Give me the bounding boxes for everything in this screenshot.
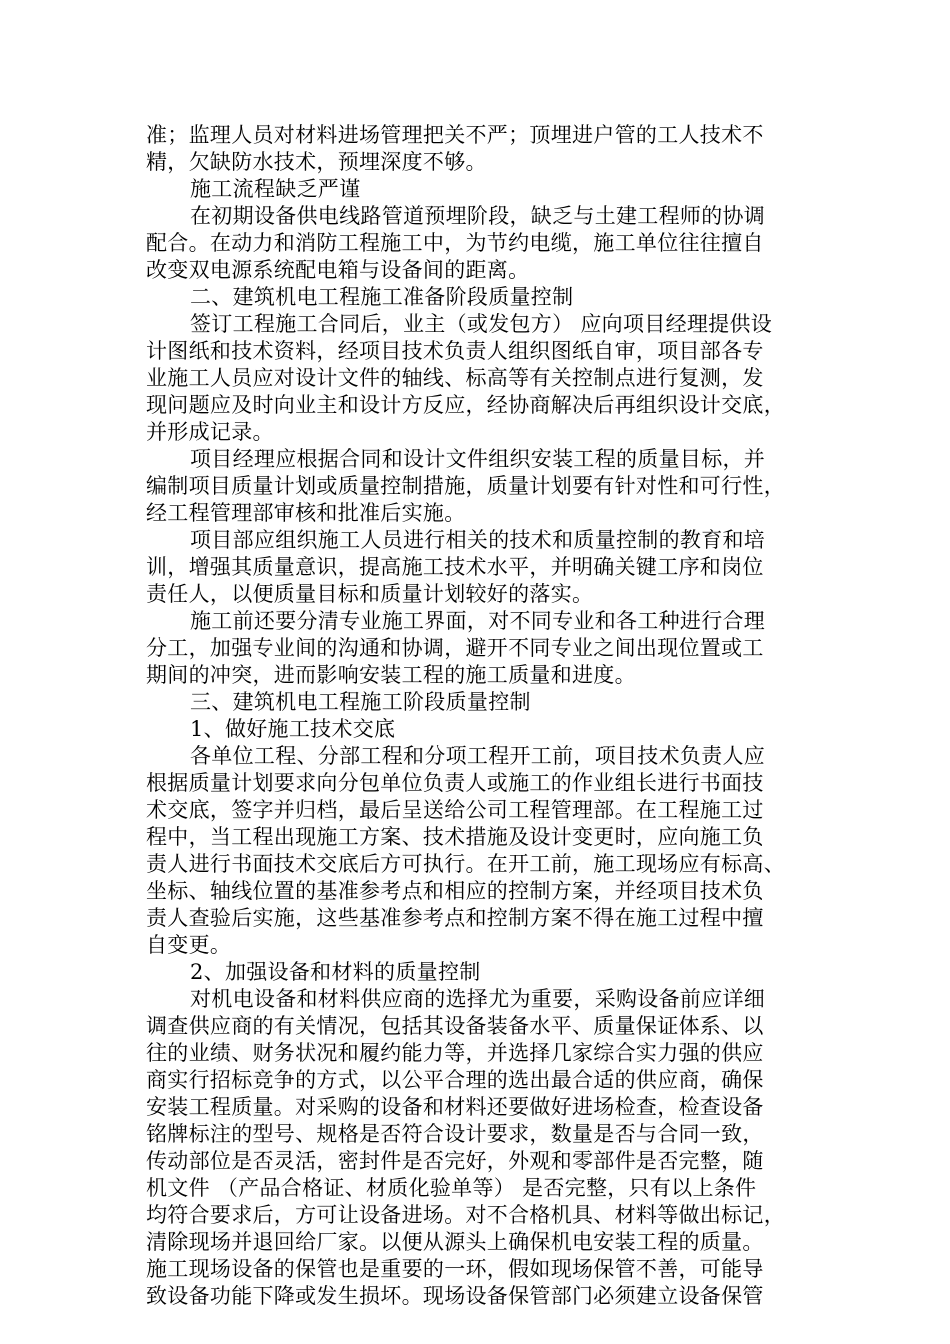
text-line: 签订工程施工合同后，业主（或发包方） 应向项目经理提供设 [190, 312, 773, 336]
document-body [146, 122, 806, 1310]
text-line: 改变双电源系统配电箱与设备间的距离。 [146, 258, 530, 282]
text-line: 安装工程质量。对采购的设备和材料还要做好进场检查，检查设备 [146, 1095, 764, 1119]
text-line: 1、做好施工技术交底 [190, 717, 396, 741]
text-line: 2、加强设备和材料的质量控制 [190, 960, 481, 984]
text-line: 项目经理应根据合同和设计文件组织安装工程的质量目标，并 [190, 447, 766, 471]
text-line: 责人查验后实施，这些基准参考点和控制方案不得在施工过程中擅 [146, 906, 764, 930]
text-line: 责任人，以便质量目标和质量计划较好的落实。 [146, 582, 594, 606]
text-line: 机文件 （产品合格证、材质化验单等） 是否完整，只有以上条件 [146, 1176, 757, 1200]
text-line: 术交底，签字并归档，最后呈送给公司工程管理部。在工程施工过 [146, 798, 764, 822]
text-line: 根据质量计划要求向分包单位负责人或施工的作业组长进行书面技 [146, 771, 764, 795]
text-line: 清除现场并退回给厂家。以便从源头上确保机电安装工程的质量。 [146, 1230, 764, 1254]
text-line: 准；监理人员对材料进场管理把关不严；顶埋进户管的工人技术不 [146, 123, 764, 147]
text-line: 传动部位是否灵活，密封件是否完好，外观和零部件是否完整，随 [146, 1149, 764, 1173]
text-line: 项目部应组织施工人员进行相关的技术和质量控制的教育和培 [190, 528, 766, 552]
text-line: 对机电设备和材料供应商的选择尤为重要，采购设备前应详细 [190, 987, 766, 1011]
text-line: 责人进行书面技术交底后方可执行。在开工前，施工现场应有标高、 [146, 852, 785, 876]
text-line: 施工前还要分清专业施工界面，对不同专业和各工种进行合理 [190, 609, 766, 633]
text-line: 业施工人员应对设计文件的轴线、标高等有关控制点进行复测，发 [146, 366, 764, 390]
text-line: 配合。在动力和消防工程施工中，为节约电缆，施工单位往往擅自 [146, 231, 764, 255]
text-line: 现问题应及时向业主和设计方反应，经协商解决后再组织设计交底， [146, 393, 785, 417]
text-line: 编制项目质量计划或质量控制措施，质量计划要有针对性和可行性， [146, 474, 785, 498]
text-line: 并形成记录。 [146, 420, 274, 444]
text-line: 分工，加强专业间的沟通和协调，避开不同专业之间出现位置或工 [146, 636, 764, 660]
text-line: 施工现场设备的保管也是重要的一环，假如现场保管不善，可能导 [146, 1257, 764, 1281]
text-line: 调查供应商的有关情况，包括其设备装备水平、质量保证体系、以 [146, 1014, 764, 1038]
text-line: 程中，当工程出现施工方案、技术措施及设计变更时，应向施工负 [146, 825, 764, 849]
text-line: 在初期设备供电线路管道预埋阶段，缺乏与土建工程师的协调 [190, 204, 766, 228]
text-line: 各单位工程、分部工程和分项工程开工前，项目技术负责人应 [190, 744, 766, 768]
text-line: 期间的冲突，进而影响安装工程的施工质量和进度。 [146, 663, 636, 687]
text-line: 往的业绩、财务状况和履约能力等，并选择几家综合实力强的供应 [146, 1041, 764, 1065]
text-line: 施工流程缺乏严谨 [190, 177, 361, 201]
text-line: 计图纸和技术资料，经项目技术负责人组织图纸自审，项目部各专 [146, 339, 764, 363]
text-line: 商实行招标竞争的方式，以公平合理的选出最合适的供应商，确保 [146, 1068, 764, 1092]
text-line: 二、建筑机电工程施工准备阶段质量控制 [190, 285, 574, 309]
text-line: 三、建筑机电工程施工阶段质量控制 [190, 690, 531, 714]
text-line: 精，欠缺防水技术，预埋深度不够。 [146, 150, 487, 174]
text-line: 坐标、轴线位置的基准参考点和相应的控制方案，并经项目技术负 [146, 879, 764, 903]
text-line: 经工程管理部审核和批准后实施。 [146, 501, 466, 525]
text-line: 自变更。 [146, 933, 232, 957]
text-line: 致设备功能下降或发生损坏。现场设备保管部门必须建立设备保管 [146, 1284, 764, 1308]
text-line: 铭牌标注的型号、规格是否符合设计要求，数量是否与合同一致， [146, 1122, 764, 1146]
text-line: 均符合要求后，方可让设备进场。对不合格机具、材料等做出标记， [146, 1203, 785, 1227]
text-line: 训，增强其质量意识，提高施工技术水平，并明确关键工序和岗位 [146, 555, 764, 579]
